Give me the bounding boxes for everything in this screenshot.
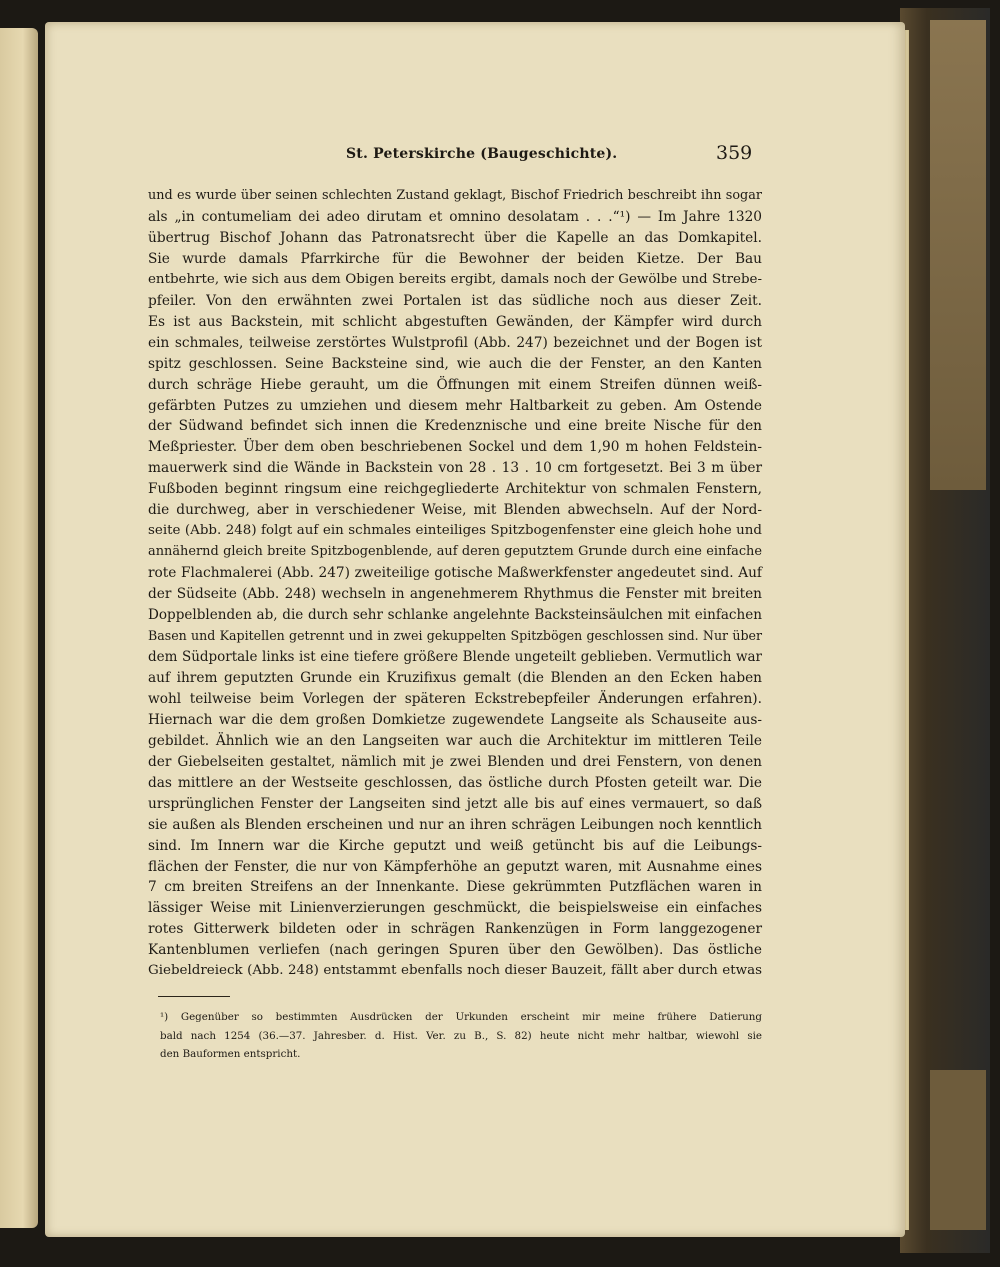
text-line: ¹) Gegenüber so bestimmten Ausdrücken der Urkunden erscheint mir meine frühere Datierung [160, 1011, 762, 1023]
text-line: ursprünglichen Fenster der Langseiten sind jetzt alle bis auf eines vermauert, so daß [148, 795, 762, 812]
text-line: Kantenblumen verliefen (nach geringen Spuren über den Gewölben). Das östliche [148, 942, 762, 959]
text-line: gebildet. Ähnlich wie an den Langseiten war auch die Architektur im mittleren Teile [148, 732, 762, 749]
text-line: den Bauformen entspricht. [160, 1048, 301, 1060]
text-line: Meßpriester. Über dem oben beschriebenen Sockel und dem 1,90 m hohen Feldstein- [148, 439, 762, 456]
text-line: dem Südportale links ist eine tiefere größere Blende ungeteilt geblieben. Vermutlich war [148, 648, 762, 665]
text-line: gefärbten Putzes zu umziehen und diesem mehr Haltbarkeit zu geben. Am Ostende [148, 397, 762, 414]
page-number: 359 [716, 142, 753, 164]
text-line: der Südwand befindet sich innen die Kredenznische und eine breite Nische für den [148, 418, 762, 435]
text-line: 7 cm breiten Streifens an der Innenkante. Diese gekrümmten Putzflächen waren in [148, 879, 762, 896]
text-line: der Giebelseiten gestaltet, nämlich mit je zwei Blenden und drei Fenstern, von denen [148, 753, 762, 770]
facing-page-edge [0, 28, 38, 1228]
text-line: lässiger Weise mit Linienverzierungen geschmückt, die beispielsweise ein einfaches [148, 900, 762, 917]
text-line: der Südseite (Abb. 248) wechseln in angenehmerem Rhythmus die Fenster mit breiten [148, 586, 762, 603]
text-line: flächen der Fenster, die nur von Kämpferhöhe an geputzt waren, mit Ausnahme eines [148, 858, 762, 875]
text-line: Es ist aus Backstein, mit schlicht abgestuften Gewänden, der Kämpfer wird durch [148, 313, 762, 330]
text-line: pfeiler. Von den erwähnten zwei Portalen ist das südliche noch aus dieser Zeit. [148, 292, 762, 309]
text-line: Basen und Kapitellen getrennt und in zwei gekuppelten Spitzbögen geschlossen sind. Nur über [148, 628, 762, 644]
text-line: spitz geschlossen. Seine Backsteine sind, wie auch die der Fenster, an den Kanten [148, 355, 762, 372]
text-line: entbehrte, wie sich aus dem Obigen bereits ergibt, damals noch der Gewölbe und Strebe- [148, 271, 762, 287]
footnote-rule [158, 996, 230, 997]
text-line: als „in contumeliam dei adeo dirutam et omnino desolatam . . .“¹) — Im Jahre 1320 [148, 208, 762, 225]
text-line: Giebeldreieck (Abb. 248) entstammt ebenfalls noch dieser Bauzeit, fällt aber durch etwas [148, 963, 762, 979]
footnote [160, 1008, 762, 1064]
text-line: auf ihrem geputzten Grunde ein Kruzifixus gemalt (die Blenden an den Ecken haben [148, 669, 762, 686]
text-line: rote Flachmalerei (Abb. 247) zweiteilige gotische Maßwerkfenster angedeutet sind. Auf [148, 565, 762, 582]
text-line: das mittlere an der Westseite geschlossen, das östliche durch Pfosten geteilt war. Die [148, 774, 762, 791]
text-line: wohl teilweise beim Vorlegen der späteren Eckstrebepfeiler Änderungen erfahren). [148, 690, 762, 707]
text-line: Sie wurde damals Pfarrkirche für die Bewohner der beiden Kietze. Der Bau [148, 250, 762, 267]
text-line: sind. Im Innern war die Kirche geputzt und weiß getüncht bis auf die Leibungs- [148, 837, 762, 854]
text-line: durch schräge Hiebe gerauht, um die Öffnungen mit einem Streifen dünnen weiß- [148, 376, 762, 393]
text-line: ein schmales, teilweise zerstörtes Wulstprofil (Abb. 247) bezeichnet und der Bogen ist [148, 334, 762, 351]
text-line: rotes Gitterwerk bildeten oder in schrägen Rankenzügen in Form langgezogener [148, 921, 762, 938]
text-line: sie außen als Blenden erscheinen und nur an ihren schrägen Leibungen noch kenntlich [148, 816, 762, 833]
text-line: mauerwerk sind die Wände in Backstein von 28 . 13 . 10 cm fortgesetzt. Bei 3 m über [148, 460, 762, 477]
cover-cloth-bottom [930, 1070, 986, 1230]
text-line: übertrug Bischof Johann das Patronatsrecht über die Kapelle an das Domkapitel. [148, 229, 762, 246]
text-line: die durchweg, aber in verschiedener Weise, mit Blenden abwechseln. Auf der Nord- [148, 502, 762, 519]
text-line: Hiernach war die dem großen Domkietze zugewendete Langseite als Schauseite aus- [148, 711, 762, 728]
text-line: und es wurde über seinen schlechten Zustand geklagt, Bischof Friedrich beschreibt ihn sogar [148, 188, 762, 203]
running-header [0, 142, 1000, 172]
text-line: bald nach 1254 (36.—37. Jahresber. d. Hist. Ver. zu B., S. 82) heute nicht mehr haltbar, wiewohl sie [160, 1029, 762, 1042]
body-text [148, 186, 762, 982]
text-line: seite (Abb. 248) folgt auf ein schmales einteiliges Spitzbogenfenster eine gleich hohe und [148, 523, 762, 539]
running-title: St. Peterskirche (Baugeschichte). [346, 146, 618, 162]
text-line: Fußboden beginnt ringsum eine reichgegliederte Architektur von schmalen Fenstern, [148, 481, 762, 498]
text-line: annähernd gleich breite Spitzbogenblende, auf deren geputztem Grunde durch eine einfache [148, 544, 762, 560]
cover-cloth-top [930, 20, 986, 490]
text-line: Doppelblenden ab, die durch sehr schlanke angelehnte Backsteinsäulchen mit einfachen [148, 607, 762, 624]
